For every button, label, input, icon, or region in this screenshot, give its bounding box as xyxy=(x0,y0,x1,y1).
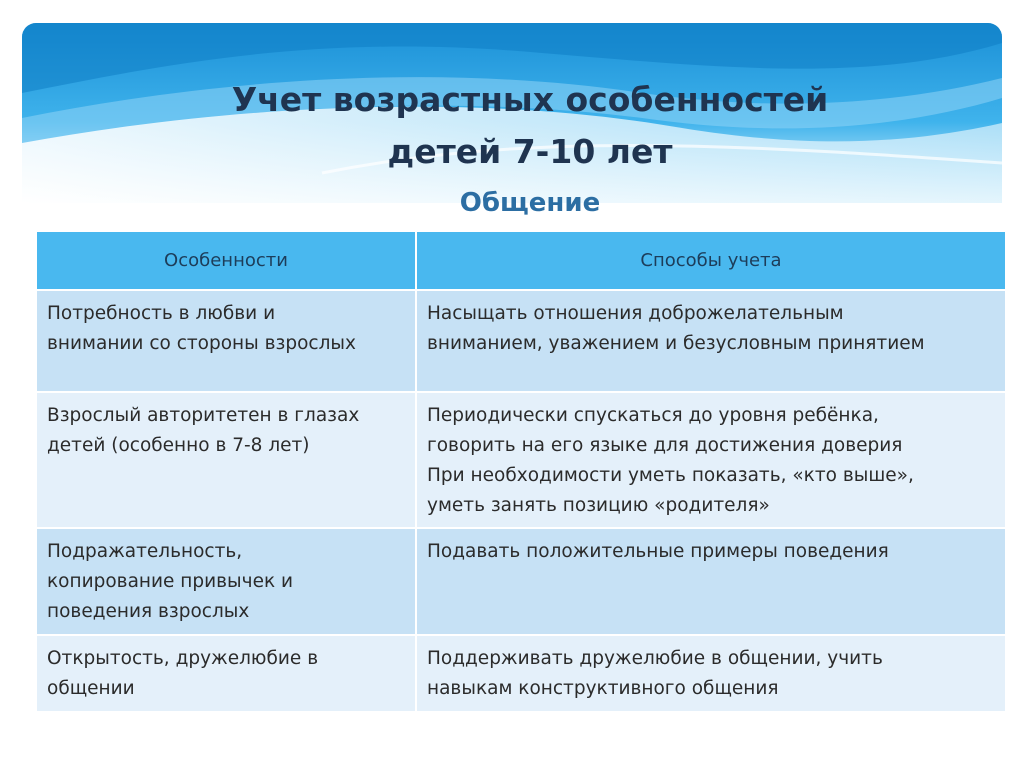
table-row xyxy=(36,290,1006,392)
method-cell xyxy=(416,635,1006,712)
method-cell xyxy=(416,528,1006,635)
cell-text: поведения взрослых xyxy=(47,601,250,622)
feature-cell xyxy=(36,392,416,528)
cell-text: Насыщать отношения доброжелательным xyxy=(427,303,844,324)
column-header-features: Особенности xyxy=(36,231,416,290)
method-cell xyxy=(416,290,1006,392)
cell-text: Потребность в любви и xyxy=(47,303,276,324)
cell-text: Открытость, дружелюбие в xyxy=(47,648,319,669)
table-row xyxy=(36,528,1006,635)
cell-text: Периодически спускаться до уровня ребёнка, xyxy=(427,405,879,426)
cell-text: внимании со стороны взрослых xyxy=(47,333,356,354)
page-title-line2: детей 7-10 лет xyxy=(387,132,673,171)
cell-text: Поддерживать дружелюбие в общении, учить xyxy=(427,648,883,669)
cell-text: общении xyxy=(47,678,135,699)
cell-text: Подавать положительные примеры поведения xyxy=(427,541,889,562)
feature-cell xyxy=(36,635,416,712)
feature-cell xyxy=(36,290,416,392)
cell-text: навыкам конструктивного общения xyxy=(427,678,779,699)
cell-text: Подражательность, xyxy=(47,541,243,562)
page-subtitle: Общение xyxy=(459,188,601,218)
cell-text: вниманием, уважением и безусловным принятием xyxy=(427,333,925,354)
cell-text: говорить на его языке для достижения доверия xyxy=(427,435,903,456)
cell-text: При необходимости уметь показать, «кто выше», xyxy=(427,465,914,486)
cell-text: уметь занять позицию «родителя» xyxy=(427,495,770,516)
page-title: Учет возрастных особенностей xyxy=(231,80,829,119)
cell-text: Взрослый авторитетен в глазах xyxy=(47,405,360,426)
features-table xyxy=(35,230,1007,713)
cell-text: детей (особенно в 7-8 лет) xyxy=(47,435,310,456)
method-cell xyxy=(416,392,1006,528)
table-row xyxy=(36,635,1006,712)
table-row xyxy=(36,392,1006,528)
feature-cell xyxy=(36,528,416,635)
cell-text: копирование привычек и xyxy=(47,571,294,592)
table-header-row xyxy=(36,231,1006,290)
column-header-methods: Способы учета xyxy=(416,231,1006,290)
